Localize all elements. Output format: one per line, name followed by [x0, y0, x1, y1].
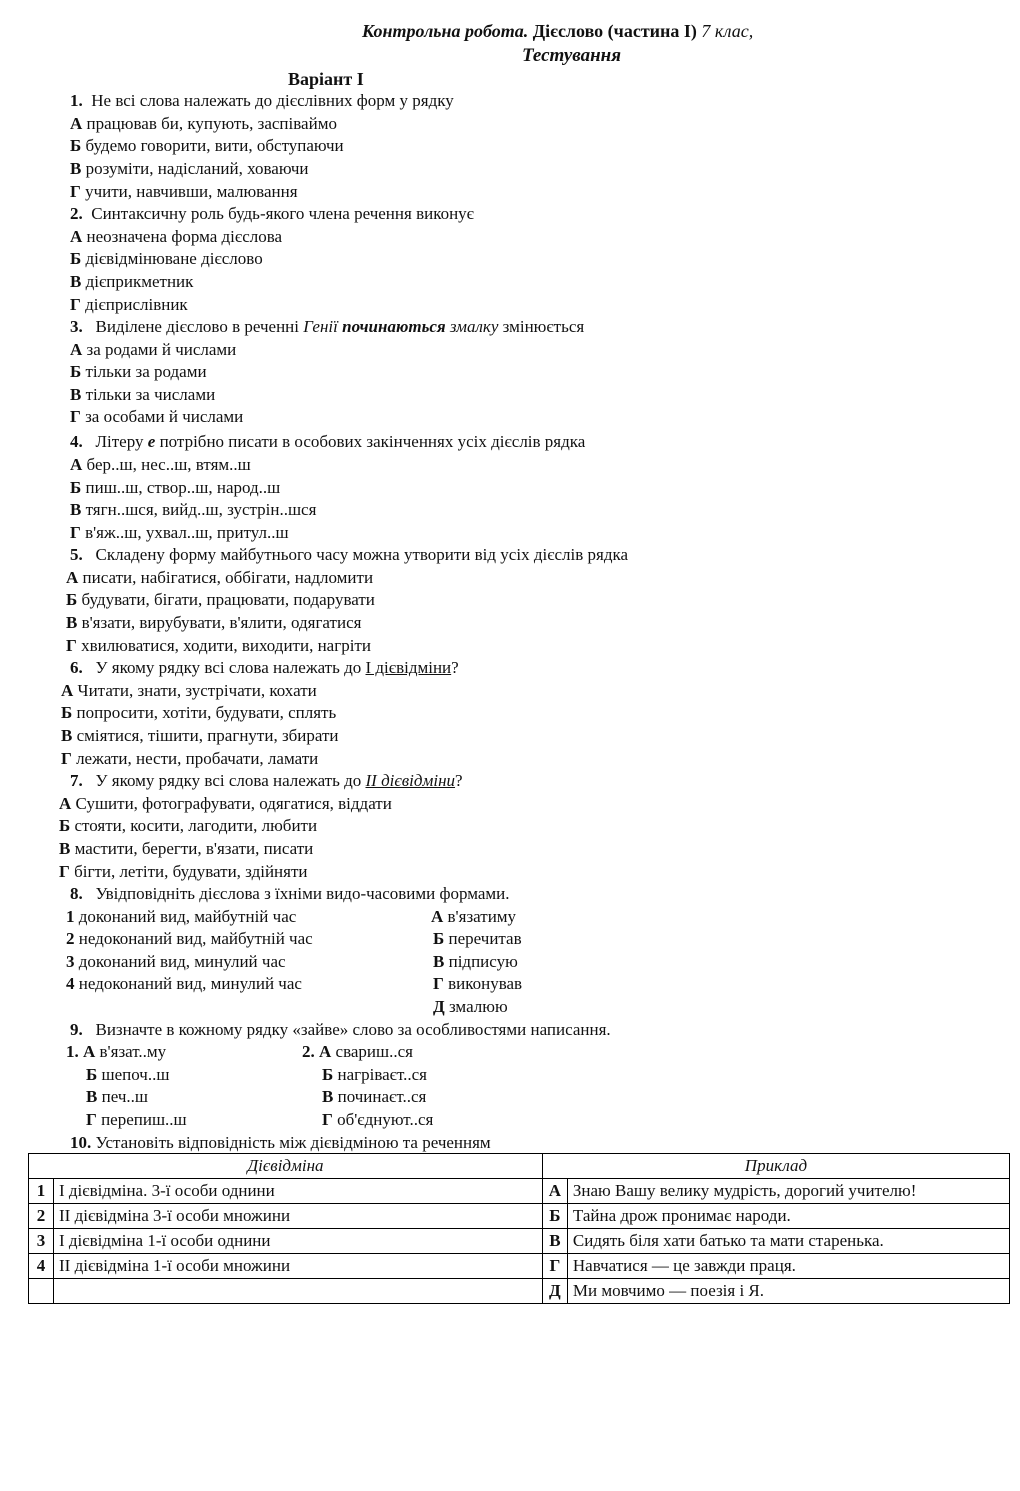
- option: Б попросити, хотіти, будувати, сплять: [61, 703, 337, 722]
- variant-label: Варіант І: [288, 69, 364, 89]
- question-text: Увідповідніть дієслова з їхніми видо-часовими формами.: [95, 884, 510, 903]
- question-number: 4.: [70, 432, 83, 451]
- question-8: [70, 883, 510, 905]
- option: А за родами й числами: [70, 340, 237, 359]
- title-bold: Дієслово (частина І): [528, 21, 697, 41]
- option: Г бігти, летіти, будувати, здійняти: [59, 862, 308, 881]
- question-number: 10.: [70, 1133, 92, 1152]
- question-text: У якому рядку всі слова належать до: [95, 658, 366, 677]
- match-right-item: Д змалюю: [433, 997, 508, 1016]
- table-row: 2 ІІ дієвідміна 3-ї особи множини Б Тайна дрож пронимає народи.: [29, 1204, 1010, 1229]
- question-text: Складену форму майбутнього часу можна утворити від усіх дієслів рядка: [95, 545, 629, 564]
- option: Б тільки за родами: [70, 362, 207, 381]
- option: В тягн..шся, вийд..ш, зустрін..шся: [70, 500, 317, 519]
- question-number: 8.: [70, 884, 83, 903]
- group-2-item: Г об'єднуют..ся: [322, 1110, 434, 1129]
- question-4: 4. Літеру е потрібно писати в особових закінченнях усіх дієслів рядка: [70, 432, 586, 451]
- question-text: У якому рядку всі слова належать до: [95, 771, 366, 790]
- option: Г за особами й числами: [70, 407, 244, 426]
- column-header-conjugation: Дієвідміна: [29, 1154, 543, 1179]
- question-number: 6.: [70, 658, 83, 677]
- option: А Читати, знати, зустрічати, кохати: [61, 681, 317, 700]
- question-6: 6. У якому рядку всі слова належать до І дієвідміни?: [70, 658, 459, 677]
- question-3: 3. Виділене дієслово в реченні Генії починаються змалку змінюється: [70, 317, 585, 336]
- table-row: 3 І дієвідміна 1-ї особи однини В Сидять біля хати батько та мати старенька.: [29, 1229, 1010, 1254]
- option: А неозначена форма дієслова: [70, 227, 283, 246]
- option: Б будувати, бігати, працювати, подарувати: [66, 590, 375, 609]
- question-number: 5.: [70, 545, 83, 564]
- option: А Сушити, фотографувати, одягатися, віддати: [59, 794, 392, 813]
- option: В в'язати, вирубувати, в'ялити, одягатися: [66, 613, 362, 632]
- question-1: [70, 90, 454, 112]
- page-title: [362, 20, 753, 42]
- option: Г учити, навчивши, малювання: [70, 182, 298, 201]
- title-italic: Контрольна робота.: [362, 21, 529, 41]
- option: Г дієприслівник: [70, 295, 188, 314]
- column-header-example: Приклад: [542, 1154, 1009, 1179]
- group-1-item: Б шепоч..ш: [86, 1065, 170, 1084]
- option: Б будемо говорити, вити, обступаючи: [70, 136, 344, 155]
- match-right-item: Б перечитав: [433, 929, 522, 948]
- question-9: [70, 1019, 611, 1041]
- match-right-item: А в'язатиму: [431, 907, 517, 926]
- table-row: 1 І дієвідміна. 3-ї особи однини А Знаю Вашу велику мудрість, дорогий учителю!: [29, 1179, 1010, 1204]
- question-text: Виділене дієслово в реченні: [95, 317, 304, 336]
- question-number: 2.: [70, 204, 83, 223]
- group-1-item: В печ..ш: [86, 1087, 148, 1106]
- group-1-item: 1. А в'язат..му: [66, 1042, 167, 1061]
- question-2: [70, 203, 474, 225]
- match-left-item: 1 доконаний вид, майбутній час: [66, 907, 297, 926]
- option: Б стояти, косити, лагодити, любити: [59, 816, 318, 835]
- group-2-item: 2. А свариш..ся: [302, 1042, 413, 1061]
- option: Б пиш..ш, створ..ш, народ..ш: [70, 478, 281, 497]
- question-number: 7.: [70, 771, 83, 790]
- option: Г хвилюватися, ходити, виходити, нагріти: [66, 636, 371, 655]
- question-number: 3.: [70, 317, 83, 336]
- table-row: 4 ІІ дієвідміна 1-ї особи множини Г Навчатися — це завжди праця.: [29, 1254, 1010, 1279]
- match-left-item: 2 недоконаний вид, майбутній час: [66, 929, 313, 948]
- table-row: Д Ми мовчимо — поезія і Я.: [29, 1279, 1010, 1304]
- option: В сміятися, тішити, прагнути, збирати: [61, 726, 339, 745]
- option: А писати, набігатися, оббігати, надломити: [66, 568, 374, 587]
- question-10: [70, 1132, 491, 1154]
- option: А працював би, купують, заспіваймо: [70, 114, 337, 133]
- option: В мастити, берегти, в'язати, писати: [59, 839, 314, 858]
- option: Б дієвідмінюване дієслово: [70, 249, 263, 268]
- match-left-item: 4 недоконаний вид, минулий час: [66, 974, 302, 993]
- option: В тільки за числами: [70, 385, 216, 404]
- highlighted-verb: починаються: [342, 317, 446, 336]
- question-text: Установіть відповідність між дієвідміною та реченням: [95, 1133, 491, 1152]
- option: В розуміти, надісланий, ховаючи: [70, 159, 309, 178]
- group-1-item: Г перепиш..ш: [86, 1110, 187, 1129]
- match-right-item: В підписую: [433, 952, 518, 971]
- question-text: Визначте в кожному рядку «зайве» слово за особливостями написання.: [95, 1020, 611, 1039]
- option: Г в'яж..ш, ухвал..ш, притул..ш: [70, 523, 289, 542]
- question-text: Не всі слова належать до дієслівних форм у рядку: [91, 91, 454, 110]
- question-7: 7. У якому рядку всі слова належать до ІІ дієвідміни?: [70, 771, 463, 790]
- option: Г лежати, нести, пробачати, ламати: [61, 749, 319, 768]
- question-number: 9.: [70, 1020, 83, 1039]
- conjugation-table: [28, 1153, 1010, 1304]
- table-header-row: [29, 1154, 1010, 1179]
- match-right-item: Г виконував: [433, 974, 523, 993]
- question-number: 1.: [70, 91, 83, 110]
- title-tail: 7 клас,: [696, 21, 754, 41]
- option: В дієприкметник: [70, 272, 194, 291]
- group-2-item: Б нагріваєт..ся: [322, 1065, 427, 1084]
- option: А бер..ш, нес..ш, втям..ш: [70, 455, 251, 474]
- match-left-item: 3 доконаний вид, минулий час: [66, 952, 286, 971]
- question-text: Літеру: [95, 432, 148, 451]
- group-2-item: В починаєт..ся: [322, 1087, 427, 1106]
- page-subtitle: Тестування: [522, 45, 622, 66]
- question-5: [70, 544, 628, 566]
- question-text: Синтаксичну роль будь-якого члена речення виконує: [91, 204, 474, 223]
